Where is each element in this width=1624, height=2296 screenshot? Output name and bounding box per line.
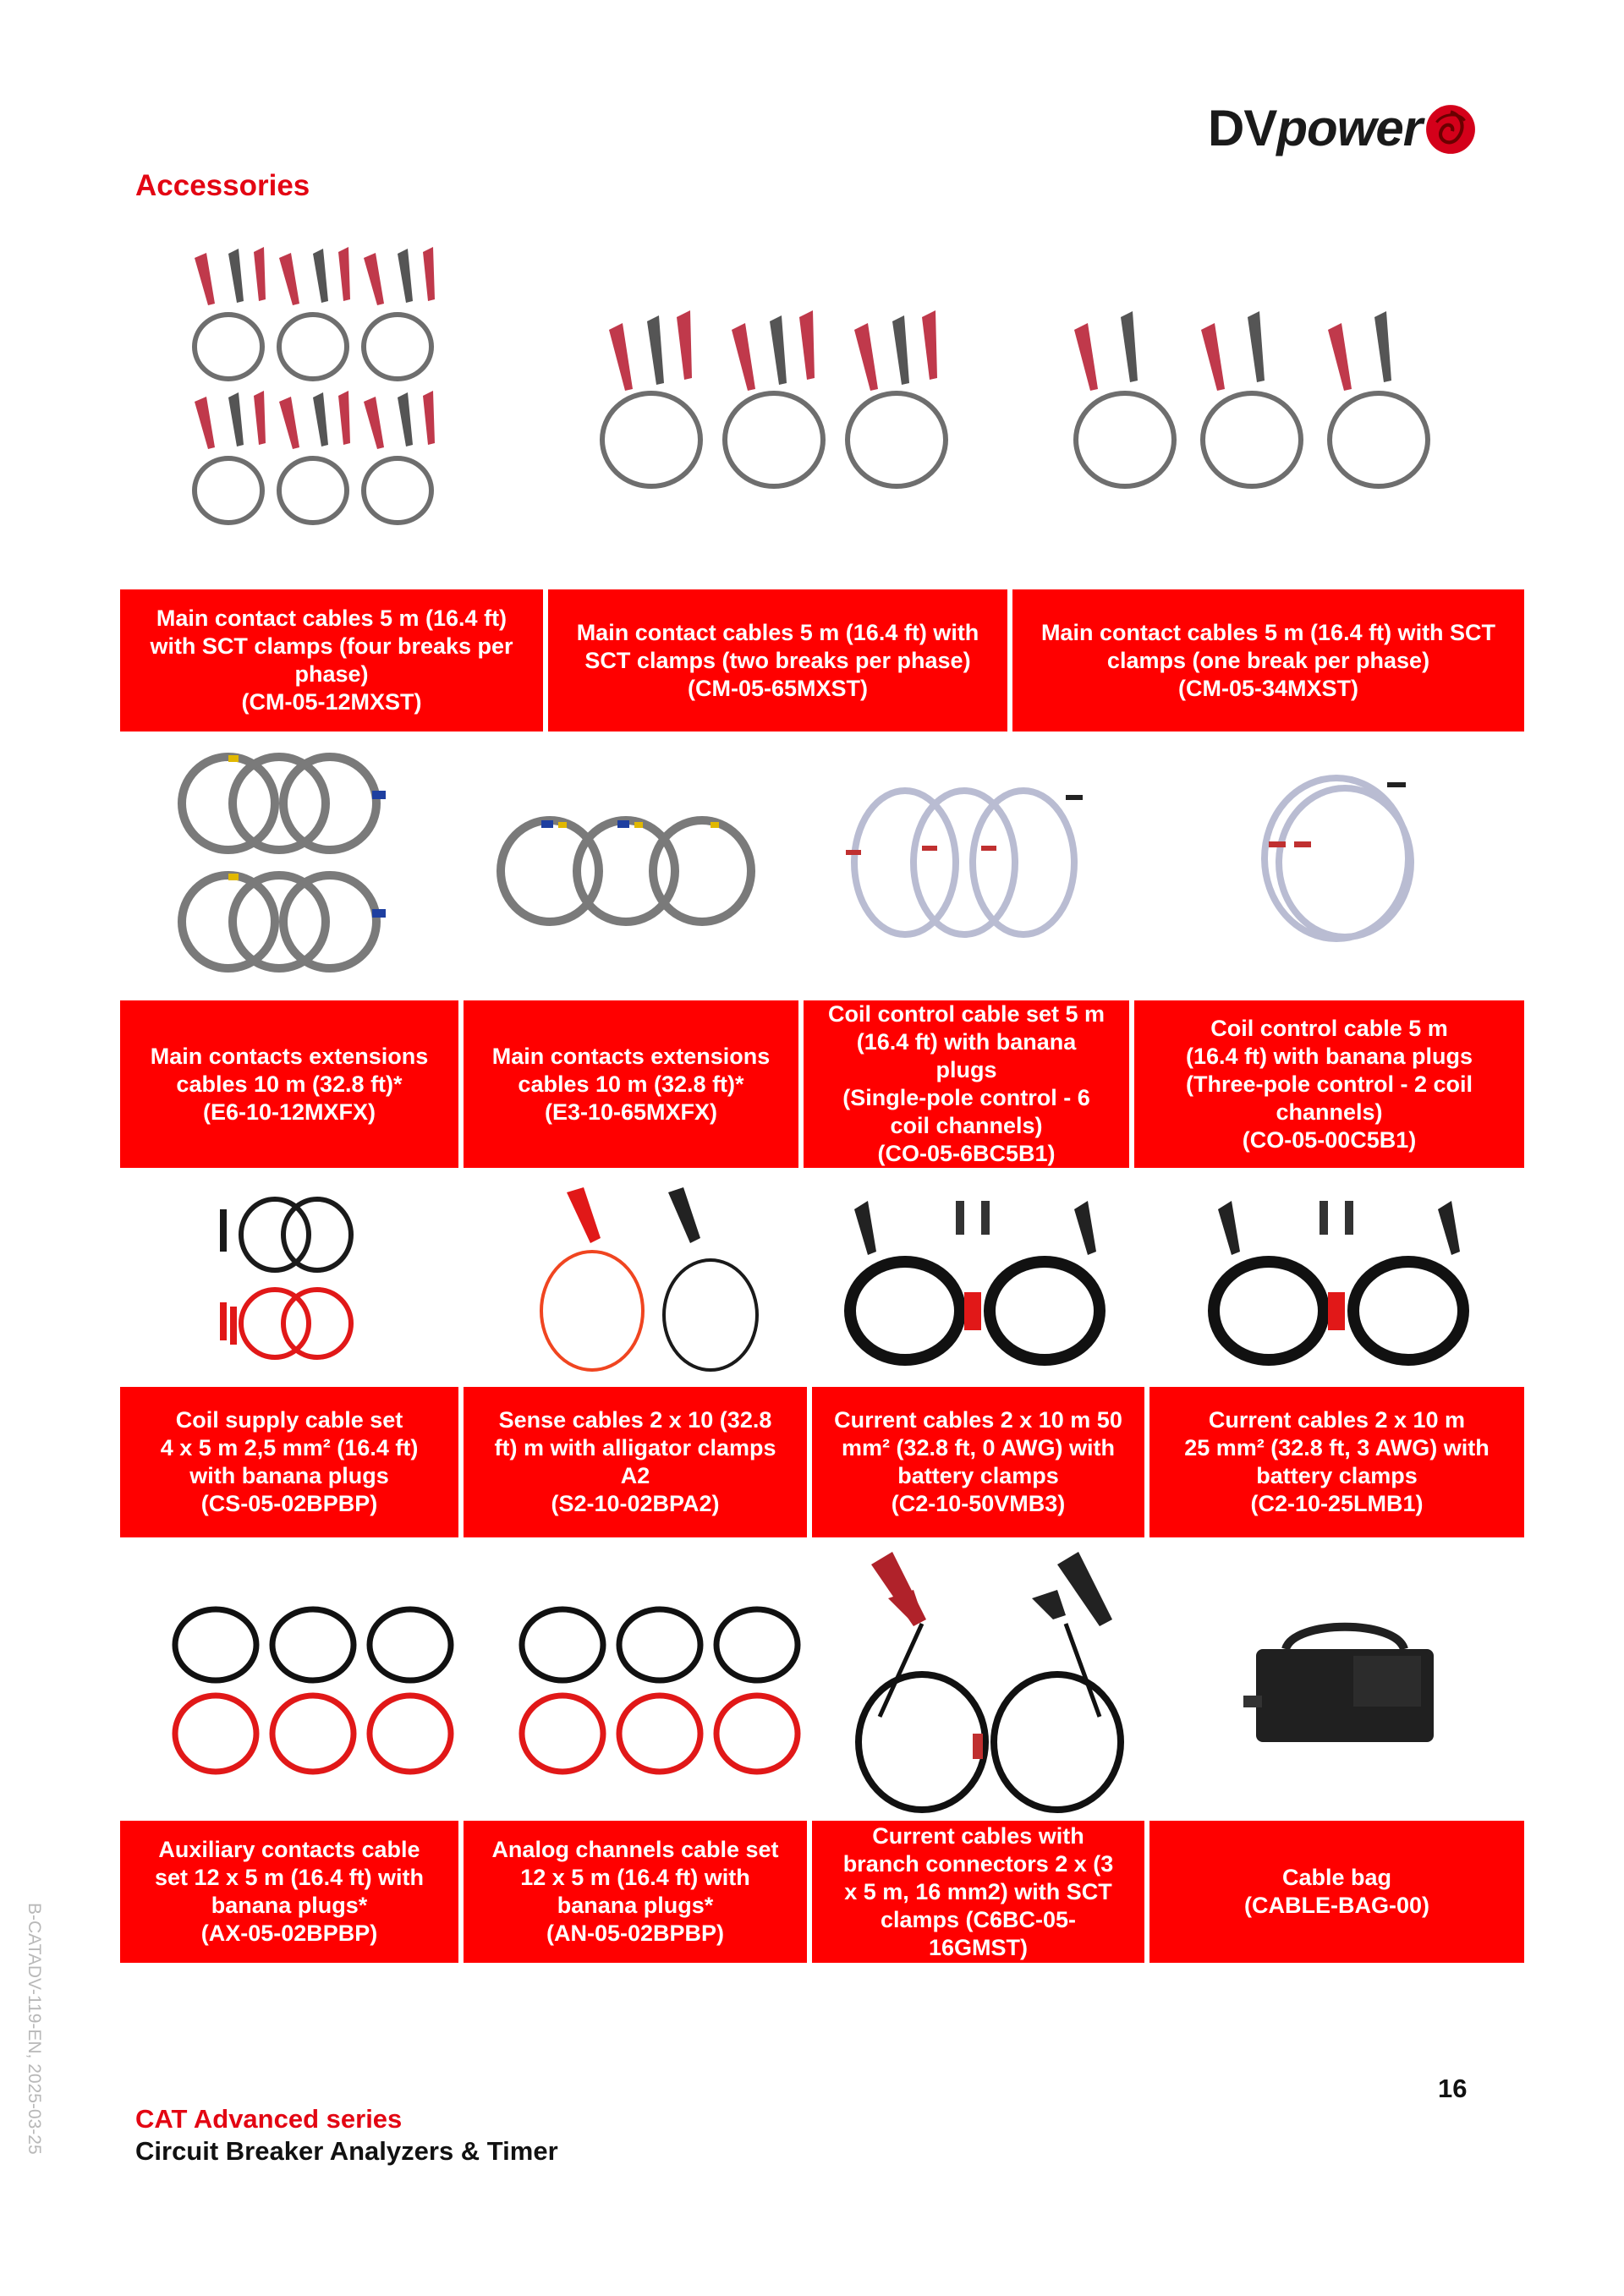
caption-an-05-02bpbp: Analog channels cable set 12 x 5 m (16.4 ft) with banana plugs* (AN-05-02BPBP) bbox=[464, 1821, 807, 1963]
logo-text: DVpower bbox=[1208, 100, 1423, 156]
product-image-an-05-02bpbp bbox=[508, 1590, 820, 1784]
product-image-co-05-6bc5b1 bbox=[812, 778, 1125, 947]
footer-subtitle: Circuit Breaker Analyzers & Timer bbox=[135, 2136, 558, 2166]
caption-e6-10-12mxfx: Main contacts extensions cables 10 m (32.8 ft)* (E6-10-12MXFX) bbox=[120, 1000, 458, 1168]
caption-e3-10-65mxfx: Main contacts extensions cables 10 m (32.8 ft)* (E3-10-65MXFX) bbox=[464, 1000, 798, 1168]
footer-series: CAT Advanced series bbox=[135, 2104, 403, 2134]
product-image-c6bc-05-16gmst bbox=[846, 1548, 1133, 1818]
caption-co-05-6bc5b1: Coil control cable set 5 m (16.4 ft) with banana plugs (Single-pole control - 6 coil channels) (CO-05-6BC5B1) bbox=[804, 1000, 1129, 1168]
product-image-cm-05-65mxst bbox=[584, 296, 981, 499]
caption-c2-10-25lmb1: Current cables 2 x 10 m 25 mm² (32.8 ft, 3 AWG) with battery clamps (C2-10-25LMB1) bbox=[1149, 1387, 1524, 1537]
product-image-e3-10-65mxfx bbox=[491, 786, 761, 939]
caption-cm-05-65mxst: Main contact cables 5 m (16.4 ft) with SCT clamps (two breaks per phase) (CM-05-65MXST) bbox=[548, 589, 1007, 732]
product-image-c2-10-25lmb1 bbox=[1201, 1192, 1480, 1370]
caption-cm-05-34mxst: Main contact cables 5 m (16.4 ft) with SCT clamps (one break per phase) (CM-05-34MXST) bbox=[1012, 589, 1524, 732]
product-image-cable-bag-00 bbox=[1235, 1615, 1455, 1751]
caption-cable-bag-00: Cable bag (CABLE-BAG-00) bbox=[1149, 1821, 1524, 1963]
caption-cm-05-12mxst: Main contact cables 5 m (16.4 ft) with SCT clamps (four breaks per phase) (CM-05-12MXST) bbox=[120, 589, 543, 732]
caption-c2-10-50vmb3: Current cables 2 x 10 m 50 mm² (32.8 ft, 0 AWG) with battery clamps (C2-10-50VMB3) bbox=[812, 1387, 1144, 1537]
product-image-s2-10-02bpa2 bbox=[524, 1184, 778, 1378]
dvpower-logo bbox=[1208, 95, 1479, 162]
product-image-cs-05-02bpbp bbox=[203, 1184, 389, 1370]
page-heading: Accessories bbox=[135, 169, 310, 202]
rose-icon bbox=[1424, 103, 1477, 156]
caption-s2-10-02bpa2: Sense cables 2 x 10 (32.8 ft) m with alligator clamps A2 (S2-10-02BPA2) bbox=[464, 1387, 807, 1537]
product-image-c2-10-50vmb3 bbox=[837, 1192, 1116, 1370]
product-image-ax-05-02bpbp bbox=[161, 1590, 474, 1784]
caption-cs-05-02bpbp: Coil supply cable set 4 x 5 m 2,5 mm² (16.4 ft) with banana plugs (CS-05-02BPBP) bbox=[120, 1387, 458, 1537]
product-image-co-05-00c5b1 bbox=[1243, 765, 1429, 951]
product-image-e6-10-12mxfx bbox=[169, 740, 423, 985]
caption-c6bc-05-16gmst: Current cables with branch connectors 2 x (3 x 5 m, 16 mm2) with SCT clamps (C6BC-05- 16GMST) bbox=[812, 1821, 1144, 1963]
document-code: B-CATADV-119-EN, 2025-03-25 bbox=[25, 1903, 44, 2155]
caption-ax-05-02bpbp: Auxiliary contacts cable set 12 x 5 m (16.4 ft) with banana plugs* (AX-05-02BPBP) bbox=[120, 1821, 458, 1963]
product-image-cm-05-12mxst bbox=[169, 237, 491, 558]
product-image-cm-05-34mxst bbox=[1057, 296, 1463, 499]
caption-co-05-00c5b1: Coil control cable 5 m (16.4 ft) with banana plugs (Three-pole control - 2 coil channels) (CO-05-00C5B1) bbox=[1134, 1000, 1524, 1168]
page-number: 16 bbox=[1438, 2074, 1468, 2103]
